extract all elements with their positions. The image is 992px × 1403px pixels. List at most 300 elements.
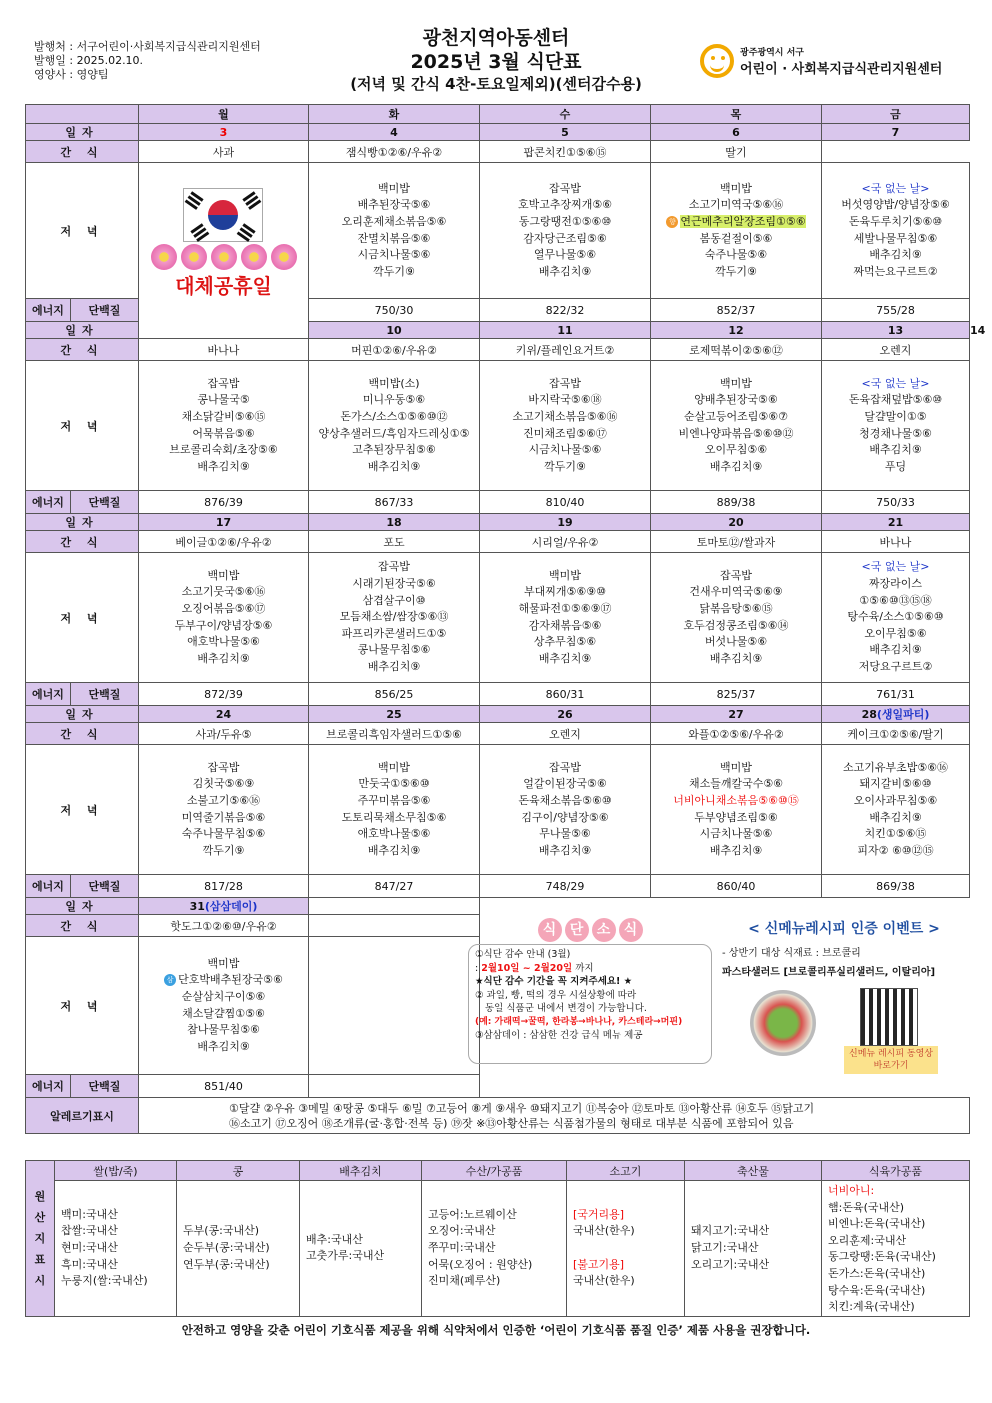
energy-cell: 817/28 — [139, 875, 309, 898]
holiday-text: 대체공휴일 — [175, 273, 272, 298]
origin-item: 순두부(콩:국내산) — [183, 1241, 270, 1255]
dinner-row — [26, 361, 970, 491]
date-label: 일자 — [26, 514, 139, 531]
origin-bean — [177, 1181, 300, 1317]
dish: 소고기유부초밥⑤⑥⑯ — [842, 760, 949, 774]
date-number: 10 — [386, 323, 402, 337]
snack-cell: 바나나 — [139, 339, 309, 361]
snack-cell: 사과/두유⑤ — [139, 723, 309, 745]
date-cell — [480, 706, 651, 723]
dish: 건새우미역국⑤⑥⑨ — [689, 585, 783, 599]
dish: 백미밥 — [720, 181, 752, 195]
date-cell — [480, 514, 651, 531]
snack-cell: 잼식빵①②⑥/우유② — [309, 141, 480, 163]
dish: 무나물⑤⑥ — [539, 827, 591, 841]
dish: 소고기뭇국⑤⑥⑯ — [181, 585, 266, 599]
date-label: 일자 — [26, 706, 139, 723]
snack-cell: 핫도그①②⑥⑩/우유② — [139, 915, 309, 937]
dish: 미니우동⑤⑥ — [362, 393, 426, 407]
dish: 동그랑땡전①⑤⑥⑩ — [518, 214, 612, 228]
dish: 배추김치⑨ — [197, 651, 250, 665]
dish: 비엔나양파볶음⑤⑥⑩⑫ — [678, 426, 794, 440]
dinner-label: 저 녁 — [26, 163, 139, 299]
protein-label: 단백질 — [71, 299, 139, 322]
trigram-icon — [190, 223, 203, 233]
origin-item: 동그랑땡:돈육(국내산) — [828, 1250, 936, 1264]
origin-item: 누룽지(쌀:국내산) — [61, 1274, 148, 1288]
dish: 배추김치⑨ — [869, 443, 922, 457]
origin-label-char: 산 — [34, 1210, 46, 1224]
dish: 감자채볶음⑤⑥ — [528, 618, 602, 632]
dish: 푸딩 — [884, 459, 907, 473]
weekday-mon: 월 — [139, 105, 309, 124]
dish: 짜먹는요구르트② — [853, 264, 938, 278]
dinner-cell — [309, 163, 480, 299]
origin-fish — [422, 1181, 567, 1317]
dish: 김칫국⑤⑥⑨ — [192, 777, 255, 791]
snack-cell — [309, 915, 480, 937]
center-logo — [700, 44, 942, 78]
news-line: ② 과일, 빵, 떡의 경우 시설상황에 따라 — [475, 989, 637, 1001]
dish: 버섯나물⑤⑥ — [704, 635, 768, 649]
dish: 배추김치⑨ — [869, 643, 922, 657]
dish: 해물파전①⑤⑥⑨⑰ — [518, 601, 612, 615]
dish: 오이무침⑤⑥ — [864, 626, 927, 640]
dish: 채소들깨칼국수⑤⑥ — [688, 777, 784, 791]
snack-row — [26, 723, 970, 745]
event-line: 파스타샐러드 [브로콜리푸실리샐러드, 이탈리아] — [722, 967, 936, 978]
dish: 양배추된장국⑤⑥ — [694, 393, 778, 407]
taeguk-icon — [208, 200, 238, 230]
dish: 양상추샐러드/흑임자드레싱①⑤ — [318, 426, 470, 440]
date-cell — [309, 322, 480, 339]
origin-item: 두부(콩:국내산) — [183, 1224, 260, 1238]
dish: 돈육채소볶음⑤⑥⑩ — [518, 793, 612, 807]
news-line: ③삼삼데이 : 삼삼한 건강 급식 메뉴 제공 — [475, 1030, 643, 1041]
origin-item: 치킨:계육(국내산) — [828, 1300, 915, 1314]
news-title-char: 식 — [619, 918, 643, 942]
dish: 잡곡밥 — [549, 376, 581, 390]
dinner-row — [26, 745, 970, 875]
dish: 순살삼치구이⑤⑥ — [181, 989, 266, 1003]
dish: 닭볶음탕⑤⑥⑮ — [699, 601, 773, 615]
date-number: 7 — [891, 125, 900, 139]
date-cell — [139, 514, 309, 531]
energy-label: 에너지 — [26, 299, 71, 322]
dish: 배추김치⑨ — [367, 843, 421, 857]
snack-cell: 팝콘치킨①⑤⑥⑮ — [480, 141, 651, 163]
dinner-cell — [651, 553, 822, 683]
dish: 만둣국①⑤⑥⑩ — [358, 777, 430, 791]
date-cell — [822, 898, 970, 915]
energy-row — [26, 491, 970, 514]
snack-cell: 와플①②⑤⑥/우유② — [651, 723, 822, 745]
dish: 잡곡밥 — [207, 376, 240, 390]
date-number: 14 — [970, 323, 986, 337]
dinner-cell — [651, 361, 822, 491]
dish: 콩나물무침⑤⑥ — [357, 643, 431, 657]
date-number: 13 — [887, 323, 904, 337]
dish: 잡곡밥 — [720, 568, 752, 582]
date-number: 21 — [887, 515, 904, 529]
energy-cell: 851/40 — [139, 1075, 309, 1098]
snack-label: 간 식 — [26, 723, 139, 745]
dish: 잡곡밥 — [549, 181, 581, 195]
protein-label: 단백질 — [71, 683, 139, 706]
weekday-tue: 화 — [309, 105, 480, 124]
origin-item: 돼지고기:국내산 — [691, 1224, 770, 1238]
origin-item: 찹쌀:국내산 — [61, 1224, 118, 1238]
date-number: 28 — [861, 708, 877, 721]
dish: 백미밥 — [720, 376, 752, 390]
dish: 배추김치⑨ — [538, 651, 592, 665]
dish: 배추김치⑨ — [367, 659, 421, 673]
dish: 모듬채소쌈/쌈장⑤⑥⑬ — [339, 610, 449, 624]
dish: <국 없는 날> — [861, 181, 930, 195]
dish: 피자② ⑥⑩⑫⑮ — [857, 843, 934, 857]
origin-item: 어묵(오징어 : 원양산) — [428, 1257, 533, 1271]
trigram-icon — [242, 191, 255, 201]
dish: 김구이/양념장⑤⑥ — [521, 810, 609, 824]
dish: 돈육잡채덮밥⑤⑥⑩ — [848, 393, 943, 407]
date-label: 일자 — [26, 124, 139, 141]
dinner-cell — [822, 163, 970, 299]
smile-logo-icon — [700, 44, 734, 78]
date-row — [26, 124, 970, 141]
snack-cell: 사과 — [139, 141, 309, 163]
date-cell — [139, 124, 309, 141]
energy-cell: 825/37 — [651, 683, 822, 706]
snack-cell: 케이크①②⑤⑥/딸기 — [822, 723, 970, 745]
dinner-cell — [309, 553, 480, 683]
origin-item: 오징어:국내산 — [428, 1224, 496, 1238]
origin-item: 배추:국내산 — [306, 1232, 363, 1246]
snack-cell: 포도 — [309, 531, 480, 553]
flower-icon — [211, 244, 237, 270]
dish: 오리훈제채소볶음⑤⑥ — [341, 214, 447, 228]
dish: 시래기된장국⑤⑥ — [352, 577, 436, 591]
energy-cell: 860/40 — [651, 875, 822, 898]
dish: 도토리묵채소무침⑤⑥ — [341, 810, 447, 824]
date-number: 31 — [189, 900, 205, 913]
energy-row — [26, 875, 970, 898]
origin-label-char: 원 — [34, 1189, 46, 1203]
origin-item: 진미채(페루산) — [428, 1274, 501, 1288]
dish: 백미밥 — [207, 568, 240, 582]
date-cell — [309, 124, 480, 141]
energy-label: 에너지 — [26, 683, 71, 706]
dish: 상추무침⑤⑥ — [533, 635, 597, 649]
salad-image — [750, 990, 816, 1056]
dinner-row — [26, 553, 970, 683]
date-row — [26, 706, 970, 723]
origin-item: 고등어:노르웨이산 — [428, 1207, 517, 1221]
date-row — [26, 514, 970, 531]
origin-item: 고춧가루:국내산 — [306, 1249, 385, 1263]
date-cell — [139, 898, 309, 915]
protein-label: 단백질 — [71, 491, 139, 514]
dish: 배추김치⑨ — [869, 248, 922, 262]
snack-cell: 오렌지 — [480, 723, 651, 745]
origin-item — [573, 1240, 678, 1257]
snack-label: 간 식 — [26, 141, 139, 163]
origin-item: 돈가스:돈육(국내산) — [828, 1266, 926, 1280]
date-cell — [651, 124, 822, 141]
dish: 부대찌개⑤⑥⑨⑩ — [524, 585, 606, 599]
trigram-icon — [190, 191, 203, 201]
dish: 시금치나물⑤⑥ — [357, 248, 431, 262]
origin-header: 콩 — [177, 1161, 300, 1181]
date-cell — [480, 322, 651, 339]
dish: 파프리카콘샐러드①⑤ — [341, 626, 447, 640]
flower-icon — [241, 244, 267, 270]
origin-item: 비엔나:돈육(국내산) — [828, 1217, 926, 1231]
dish: 주꾸미볶음⑤⑥ — [357, 793, 431, 807]
publish-date: 발행일 : 2025.02.10. — [34, 54, 144, 67]
snack-cell: 브로콜리흑임자샐러드①⑤⑥ — [309, 723, 480, 745]
origin-header: 배추김치 — [300, 1161, 422, 1181]
dish: 배추김치⑨ — [538, 843, 592, 857]
origin-label-char: 지 — [34, 1231, 46, 1245]
origin-header-row — [26, 1161, 970, 1181]
date-cell — [822, 514, 970, 531]
flower-icon — [149, 244, 299, 276]
date-cell — [822, 322, 970, 339]
dinner-cell — [480, 163, 651, 299]
dish: 깍두기⑨ — [373, 264, 415, 278]
date-cell — [651, 322, 822, 339]
dish: 청경채나물⑤⑥ — [859, 426, 932, 440]
date-cell — [651, 706, 822, 723]
origin-processed — [822, 1181, 970, 1317]
origin-header: 축산물 — [685, 1161, 822, 1181]
dish: 백미밥 — [207, 956, 240, 970]
dish: 오징어볶음⑤⑥⑰ — [181, 601, 266, 615]
dinner-cell — [309, 361, 480, 491]
dish: 진미채조림⑤⑥⑰ — [523, 426, 607, 440]
origin-item: [국거리용] — [573, 1207, 625, 1221]
origin-item: 국내산(한우) — [573, 1274, 635, 1288]
snack-row — [26, 339, 970, 361]
dinner-cell — [139, 361, 309, 491]
recipe-event — [722, 918, 966, 1080]
energy-cell: 856/25 — [309, 683, 480, 706]
dinner-cell — [822, 361, 970, 491]
dish: 잡곡밥 — [549, 760, 581, 774]
dinner-cell — [309, 745, 480, 875]
dinner-cell — [139, 937, 309, 1075]
dish: 잡곡밥 — [378, 560, 410, 574]
date-number: 11 — [557, 323, 573, 337]
menu-subtitle: (저녁 및 간식 4찬-토요일제외)(센터감수용) — [350, 75, 642, 93]
news-line: (예: 가래떡→꿀떡, 한라봉→바나나, 카스테라→머핀) — [475, 1016, 683, 1027]
energy-cell: 869/38 — [822, 875, 970, 898]
date-number: 4 — [390, 125, 398, 139]
origin-item: 오리훈제:국내산 — [828, 1233, 907, 1247]
origin-header: 소고기 — [567, 1161, 685, 1181]
dish: 호두검정콩조림⑤⑥⑭ — [683, 618, 789, 632]
origin-table — [25, 1160, 970, 1317]
event-line: - 상반기 대상 식재료 : 브로콜리 — [722, 948, 861, 959]
origin-item: 오리고기:국내산 — [691, 1257, 770, 1271]
snack-cell: 키위/플레인요거트② — [480, 339, 651, 361]
energy-cell: 847/27 — [309, 875, 480, 898]
dish: 소고기미역국⑤⑥⑯ — [688, 198, 784, 212]
origin-beef — [567, 1181, 685, 1317]
origin-item: 탕수육:돈육(국내산) — [828, 1283, 926, 1297]
snack-cell: 바나나 — [822, 531, 970, 553]
allergy-line: ①달걀 ②우유 ③메밀 ④땅콩 ⑤대두 ⑥밀 ⑦고등어 ⑧게 ⑨새우 ⑩돼지고기 ⑪복숭아 ⑫토마토 ⑬아황산류 ⑭호두 ⑮닭고기 — [229, 1101, 815, 1115]
allergy-line: ⑯소고기 ⑰오징어 ⑱조개류(굴·홍합·전복 등) ⑲잣 ※⑬아황산류는 식품첨가물의 형태로 대부분 식품에 포함되어 있음 — [229, 1116, 794, 1130]
news-title — [468, 918, 712, 942]
origin-body-row — [26, 1181, 970, 1317]
dish: 잔멸치볶음⑤⑥ — [357, 231, 431, 245]
snack-cell: 시리얼/우유② — [480, 531, 651, 553]
energy-cell: 867/33 — [309, 491, 480, 514]
news-line: ★식단 감수 기간을 꼭 지켜주세요! ★ — [475, 976, 633, 987]
date-cell — [651, 514, 822, 531]
dish: 세발나물무침⑤⑥ — [853, 231, 938, 245]
dish: 배추김치⑨ — [367, 459, 421, 473]
dish: 배추김치⑨ — [197, 459, 250, 473]
date-cell — [480, 898, 651, 915]
dish: 깍두기⑨ — [715, 264, 757, 278]
origin-label-char: 표 — [34, 1252, 46, 1266]
origin-label-char: 시 — [34, 1273, 46, 1287]
snack-cell: 오렌지 — [822, 339, 970, 361]
dish: 순살고등어조림⑤⑥⑦ — [684, 409, 788, 423]
date-number: 17 — [215, 515, 232, 529]
dinner-cell — [822, 553, 970, 683]
date-event: (생일파티) — [876, 708, 930, 721]
dish: 숙주나물⑤⑥ — [704, 248, 768, 262]
origin-item: 흑미:국내산 — [61, 1257, 118, 1271]
date-number: 6 — [732, 125, 740, 139]
snack-cell: 토마토⑫/쌀과자 — [651, 531, 822, 553]
dinner-cell — [139, 553, 309, 683]
holiday-graphic — [139, 182, 308, 320]
date-number: 25 — [386, 707, 402, 721]
date-cell — [309, 898, 480, 915]
news-line: ①식단 감수 안내 (3월) — [475, 949, 571, 960]
center-name: 광천지역아동센터 — [422, 27, 570, 49]
dish: 너비아니채소볶음⑤⑥⑩⑮ — [673, 793, 799, 807]
dish: 백미밥 — [549, 568, 581, 582]
origin-rice — [55, 1181, 177, 1317]
dish: 시금치나물⑤⑥ — [699, 827, 773, 841]
origin-item: 연두부(콩:국내산) — [183, 1257, 270, 1271]
origin-item: 너비아니: — [828, 1184, 875, 1197]
dinner-cell — [139, 745, 309, 875]
dish: 깍두기⑨ — [544, 459, 586, 473]
origin-header: 식육가공품 — [822, 1161, 970, 1181]
dish: 백미밥 — [720, 760, 752, 774]
dinner-cell — [651, 163, 822, 299]
dish: 바지락국⑤⑥⑱ — [528, 393, 602, 407]
dish: 애호박나물⑤⑥ — [357, 827, 431, 841]
date-number: 12 — [728, 323, 744, 337]
origin-item: 국내산(한우) — [573, 1224, 635, 1238]
dinner-label: 저 녁 — [26, 937, 139, 1075]
origin-item: 쭈꾸미:국내산 — [428, 1241, 496, 1255]
menu-title: 2025년 3월 식단표 — [410, 51, 582, 73]
date-number: 5 — [561, 125, 569, 139]
dish: 두부양념조림⑤⑥ — [694, 810, 778, 824]
menu-news-box — [468, 918, 712, 1080]
energy-cell: 810/40 — [480, 491, 651, 514]
dish: 봄동겉절이⑤⑥ — [699, 231, 773, 245]
dish: 돈가스/소스①⑤⑥⑩⑫ — [340, 409, 448, 423]
dinner-label: 저 녁 — [26, 745, 139, 875]
date-cell — [651, 898, 822, 915]
dish: 콩나물국⑤ — [197, 393, 250, 407]
dish: 소고기채소볶음⑤⑥⑯ — [512, 409, 618, 423]
dish: 저당요구르트② — [858, 659, 933, 673]
qr-code[interactable] — [860, 988, 918, 1046]
date-number: 26 — [557, 707, 573, 721]
dish: 배추김치⑨ — [197, 1039, 250, 1053]
snack-cell: 머핀①②⑥/우유② — [309, 339, 480, 361]
dish: 오이무침⑤⑥ — [704, 443, 768, 457]
qr-caption[interactable]: 신메뉴 레시피 동영상 바로가기 — [844, 1046, 938, 1074]
dish: 배추김치⑨ — [869, 810, 922, 824]
origin-item: [불고기용] — [573, 1257, 625, 1271]
dish: 치킨①⑤⑥⑮ — [864, 827, 927, 841]
protein-label: 단백질 — [71, 1075, 139, 1098]
weekday-wed: 수 — [480, 105, 651, 124]
date-row — [26, 898, 970, 915]
dinner-cell — [139, 163, 309, 339]
origin-kimchi — [300, 1181, 422, 1317]
date-label: 일자 — [26, 898, 139, 915]
trigram-icon — [242, 223, 255, 233]
dish: 시금치나물⑤⑥ — [528, 443, 602, 457]
dinner-row — [26, 163, 970, 299]
protein-label: 단백질 — [71, 875, 139, 898]
dish: 배추된장국⑤⑥ — [357, 198, 431, 212]
dinner-cell — [480, 361, 651, 491]
dish: 얼갈이된장국⑤⑥ — [523, 777, 607, 791]
dish-name: 단호박배추된장국⑤⑥ — [178, 973, 283, 987]
dish: 잡곡밥 — [207, 760, 240, 774]
allergy-label: 알레르기표시 — [26, 1098, 139, 1134]
dish: 삼겹살구이⑩ — [362, 593, 426, 607]
news-content — [468, 944, 712, 1064]
dish: 탕수육/소스①⑤⑥⑩ — [847, 610, 944, 624]
date-cell — [309, 706, 480, 723]
dish: 참나물무침⑤⑥ — [187, 1023, 260, 1037]
dish: <국 없는 날> — [861, 560, 930, 574]
flower-icon — [271, 244, 297, 270]
dish: ①⑤⑥⑩⑬⑮⑱ — [859, 593, 932, 607]
dish: 버섯영양밥/양념장⑤⑥ — [841, 198, 950, 212]
energy-cell: 750/33 — [822, 491, 970, 514]
energy-label: 에너지 — [26, 1075, 71, 1098]
energy-cell: 852/37 — [651, 299, 822, 322]
dinner-cell — [651, 745, 822, 875]
origin-header: 쌀(밥/죽) — [55, 1161, 177, 1181]
dish: <국 없는 날> — [861, 376, 930, 390]
energy-cell: 748/29 — [480, 875, 651, 898]
dish: 백미밥(소) — [368, 376, 420, 390]
dish: 고추된장무침⑤⑥ — [352, 443, 436, 457]
snack-label: 간 식 — [26, 339, 139, 361]
origin-item: 현미:국내산 — [61, 1241, 118, 1255]
origin-item: 백미:국내산 — [61, 1207, 118, 1221]
allergy-content — [139, 1098, 970, 1134]
date-number: 18 — [386, 515, 402, 529]
snack-label: 간 식 — [26, 915, 139, 937]
